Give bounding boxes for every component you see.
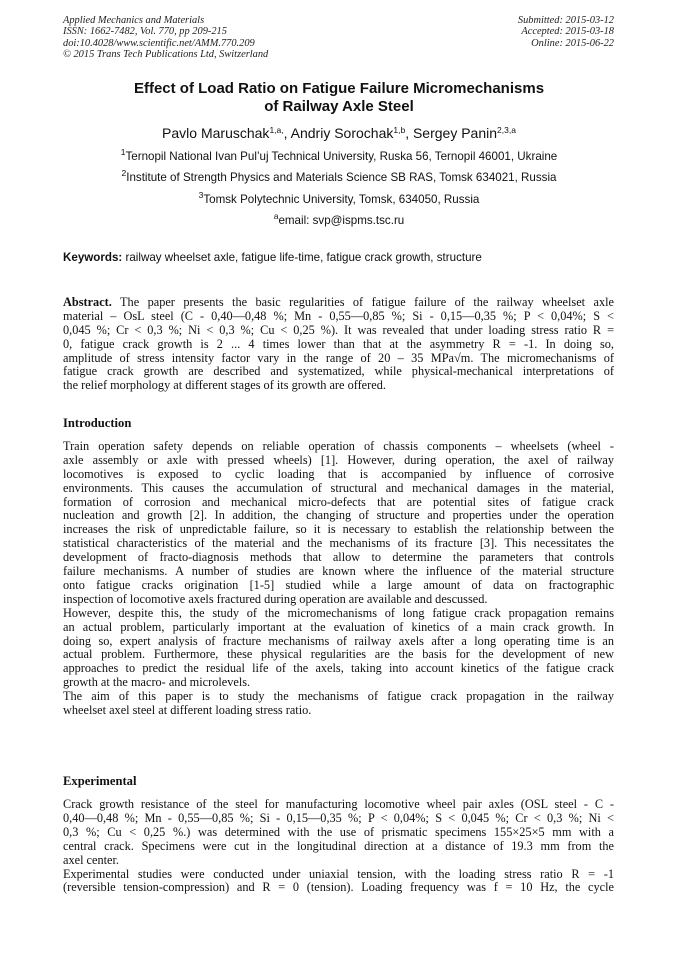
text-line: 0, fatigue crack growth is 2 ... 4 times lower than that at the asymmetry R = -1. In doing so, [63,337,614,351]
text-line: inspection of locomotive axels fractured during operation are available and descussed. [63,592,488,606]
text-line: axle assembly or axle with pressed wheels) [1]. However, during operation, the axel of railway [63,453,614,467]
author-affiliation-mark: 1,a, [269,125,284,135]
copyright-line: © 2015 Trans Tech Publications Ltd, Switzerland [63,49,269,61]
section-heading-introduction: Introduction [63,416,132,430]
experimental-paragraph-1 [63,798,614,867]
journal-name: Applied Mechanics and Materials [63,15,205,26]
text-line: material – OsL steel (C - 0,40—0,48 %; Mn - 0,55—0,85 %; Si - 0,15—0,35 %; P < 0,04%; S < [63,309,614,323]
text-line: axel center. [63,853,119,867]
affiliation-3 [40,190,638,207]
contact-email [40,211,638,228]
author-name: Pavlo Maruschak [162,125,270,141]
submitted-date: Submitted: 2015-03-12 [517,15,614,26]
abstract-label: Abstract. [63,296,112,309]
text-line: approaches to predict the residual life of the axels, taking into account kinetics of the fatigue crack [63,662,614,676]
title-line-2: of Railway Axle Steel [264,98,414,115]
accepted-date: Accepted: 2015-03-18 [521,26,614,38]
affiliation-text: Tomsk Polytechnic University, Tomsk, 634050, Russia [203,193,480,206]
author-separator: , [283,125,291,141]
title-line-1: Effect of Load Ratio on Fatigue Failure Micromechanisms [133,80,545,97]
text-line: fatigue crack growth are described and systematized, while physical-mechanical interpretations of [63,365,614,379]
text-line: 0,40—0,48 %; Mn - 0,55—0,85 %; Si - 0,15—0,35 %; P < 0,04%; S < 0,045 %; Cr < 0,3 %; Ni < [63,811,614,825]
author-name: Sergey Panin [412,125,498,141]
text-line: (reversible tension-compression) and R = 0 (tension). Loading frequency was f = 10 Hz, the cycle [63,881,614,895]
text-line: The aim of this paper is to study the mechanisms of fatigue crack propagation in the railway [63,690,614,704]
text-line: increases the risk of unpredictable failure, so it is necessary to establish the relationship between the [63,523,614,537]
paper-title [40,80,638,116]
text-line: environments. This causes the accumulation of structural and mechanical damages in the material, [63,481,614,495]
submission-dates [518,15,614,49]
text-line: 0,3 %; Cu < 0,25 %.) was determined with the use of prismatic specimens 155×25×5 mm with a [63,825,614,839]
affiliation-2 [40,168,638,185]
introduction-paragraph-1 [63,440,614,607]
text-line: 0,045 %; Cr < 0,3 %; Ni < 0,3 %; Cu < 0,25 %). It was revealed that under loading stress ratio R = [63,323,614,337]
text-line: an actual problem, particularly important at the evaluation of kinetics of a main crack growth. In [63,620,614,634]
text-line: onto fatigue cracks origination [1-5] studied while a large amount of data on fractographic [63,578,614,592]
email-text: email: svp@ispms.tsc.ru [278,214,405,227]
text-line: amplitude of stress intensity factor vary in the range of 20 – 35 MPa√m. The micromechanisms of [63,351,614,365]
text-line: actual problem. Furthermore, these physical regularities are the basis for the development of new [63,648,614,662]
text-line: doing so, expert analysis of fracture mechanisms of railway axels after a long operating time is an [63,634,614,648]
section-heading-experimental: Experimental [63,774,137,788]
author-list [40,124,638,142]
introduction-paragraph-2 [63,607,614,690]
experimental-paragraph-2 [63,868,614,896]
affiliation-mark: 3 [198,190,204,200]
text-line: Abstract. The paper presents the basic regularities of fatigue failure of the railway wheelset axle [63,296,614,309]
text-line: statistical characteristics of the material and the mechanisms of its fracture [3]. This necessitates the [63,537,614,551]
issn-line: ISSN: 1662-7482, Vol. 770, pp 209-215 [63,26,227,38]
keywords [63,251,623,265]
text-line: nucleation and growth [2]. In addition, the changing of structure and properties under the operation [63,509,614,523]
online-date: Online: 2015-06-22 [531,37,614,49]
journal-metadata [63,15,268,61]
author-separator: , [405,125,413,141]
affiliation-mark: a [273,211,279,221]
text-line: Train operation safety depends on reliable operation of chassis components – wheelsets (wheel - [63,440,614,453]
affiliation-text: Ternopil National Ivan Pul’uj Technical University, Ruska 56, Ternopil 46001, Ukraine [125,150,558,163]
text-line: development of fracto-diagnosis methods that allow to determine the parameters that controls [63,551,614,565]
doi-line: doi:10.4028/www.scientific.net/AMM.770.209 [63,37,255,49]
text-line: locomotives is exposed to cyclic loading that is accompanied by influence of corrosive [63,467,614,481]
text-line: growth at the macro- and microlevels. [63,676,251,690]
text-line: formation of corrosion and mechanical micro-defects that are potential sites of fatigue crack [63,495,614,509]
author-affiliation-mark: 1,b [393,125,406,135]
text-line: the relief morphology at different stages of its growth are offered. [63,379,386,393]
abstract [63,296,614,393]
text-line: central crack. Specimens were cut in the longitudinal direction at a distance of 19.3 mm from the [63,839,614,853]
text-line: However, despite this, the study of the micromechanisms of long fatigue crack propagation remains [63,606,614,620]
text-line: wheelset axel steel at different loading stress ratio. [63,704,312,718]
author-affiliation-mark: 2,3,a [497,125,516,135]
affiliation-mark: 1 [120,147,126,157]
affiliation-mark: 2 [121,168,127,178]
affiliation-text: Institute of Strength Physics and Materials Science SB RAS, Tomsk 634021, Russia [126,171,557,184]
keywords-text: railway wheelset axle, fatigue life-time, fatigue crack growth, structure [122,251,482,264]
author-name: Andriy Sorochak [290,125,394,141]
text-line: Experimental studies were conducted under uniaxial tension, with the loading stress ratio R = -1 [63,867,614,881]
keywords-label: Keywords: [63,251,123,264]
text-line: Crack growth resistance of the steel for manufacturing locomotive wheel pair axles (OSL steel - C - [63,798,614,811]
affiliation-1 [40,147,638,164]
introduction-paragraph-3 [63,690,614,718]
text-line: failure mechanisms. A number of studies are known where the influence of the material structure [63,565,614,579]
